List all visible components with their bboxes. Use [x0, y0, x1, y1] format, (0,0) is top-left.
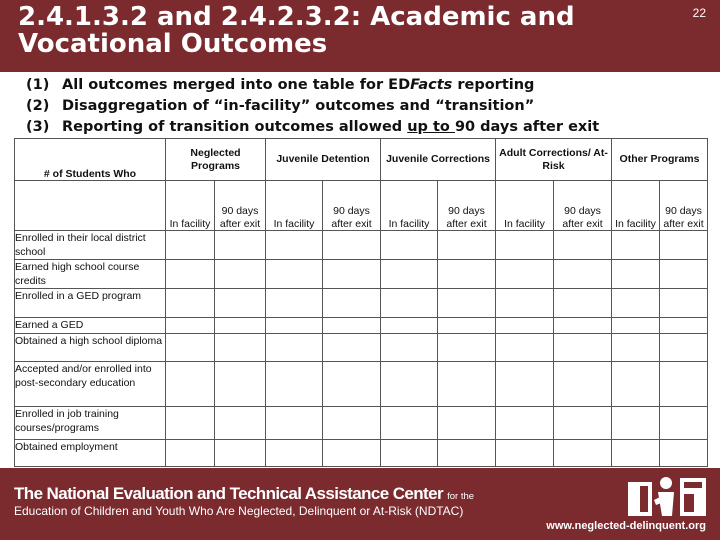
data-cell [266, 440, 323, 467]
data-cell [438, 407, 496, 440]
data-cell [554, 440, 612, 467]
data-cell [381, 231, 438, 260]
subheader-row [15, 181, 708, 231]
data-cell [215, 231, 266, 260]
group-header: Adult Corrections/ At-Risk [496, 139, 612, 181]
data-cell [381, 289, 438, 318]
subheader-cell: In facility [496, 181, 554, 231]
subheader-cell: In facility [381, 181, 438, 231]
data-cell [438, 334, 496, 362]
group-header: Juvenile Corrections [381, 139, 496, 181]
bullet-item-2: (2) Disaggregation of “in-facility” outcomes and “transition” [26, 98, 535, 114]
data-cell [266, 260, 323, 289]
data-cell [323, 231, 381, 260]
data-cell [215, 440, 266, 467]
slide-title: 2.4.1.3.2 and 2.4.2.3.2: Academic and Vocational Outcomes [18, 2, 575, 59]
data-cell [554, 289, 612, 318]
data-cell [381, 334, 438, 362]
data-cell [660, 260, 708, 289]
data-cell [438, 231, 496, 260]
title-bar [0, 0, 720, 72]
data-cell [215, 334, 266, 362]
data-cell [323, 440, 381, 467]
row-label: Enrolled in their local district school [15, 231, 166, 260]
data-cell [323, 318, 381, 334]
row-label: Accepted and/or enrolled into post-secondary education [15, 362, 166, 407]
data-cell [612, 318, 660, 334]
table-row [15, 334, 708, 362]
data-cell [496, 440, 554, 467]
data-cell [612, 440, 660, 467]
table-row [15, 440, 708, 467]
row-label: Earned a GED [15, 318, 166, 334]
data-cell [438, 362, 496, 407]
bullet-item-3: (3) Reporting of transition outcomes allowed up to 90 days after exit [26, 119, 600, 135]
data-cell [166, 289, 215, 318]
data-cell [166, 260, 215, 289]
bullet-item-1: (1) All outcomes merged into one table for EDFacts reporting [26, 77, 535, 93]
data-cell [438, 440, 496, 467]
data-cell [166, 362, 215, 407]
org-full-name: Education of Children and Youth Who Are Neglected, Delinquent or At-Risk (NDTAC) [14, 504, 464, 518]
outcomes-table [14, 138, 708, 467]
data-cell [381, 260, 438, 289]
data-cell [166, 318, 215, 334]
subheader-cell: In facility [266, 181, 323, 231]
data-cell [438, 260, 496, 289]
data-cell [266, 362, 323, 407]
data-cell [381, 440, 438, 467]
data-cell [660, 318, 708, 334]
data-cell [612, 407, 660, 440]
row-label: Enrolled in a GED program [15, 289, 166, 318]
data-cell [660, 289, 708, 318]
data-cell [266, 318, 323, 334]
data-cell [554, 407, 612, 440]
group-header: Other Programs [612, 139, 708, 181]
data-cell [215, 260, 266, 289]
group-header-row [15, 139, 708, 181]
data-cell [266, 407, 323, 440]
bullet-list [26, 75, 706, 138]
data-cell [496, 334, 554, 362]
data-cell [323, 334, 381, 362]
data-cell [660, 407, 708, 440]
table-row [15, 362, 708, 407]
data-cell [612, 334, 660, 362]
data-cell [612, 231, 660, 260]
org-name: The National Evaluation and Technical Assistance Center for the [14, 484, 475, 503]
data-cell [215, 407, 266, 440]
table-row [15, 260, 708, 289]
data-cell [323, 289, 381, 318]
data-cell [323, 260, 381, 289]
table-body [15, 231, 708, 467]
data-cell [660, 231, 708, 260]
subheader-cell: 90 days after exit [215, 181, 266, 231]
subheader-cell: In facility [166, 181, 215, 231]
data-cell [612, 362, 660, 407]
data-cell [496, 260, 554, 289]
table-row [15, 289, 708, 318]
data-cell [166, 334, 215, 362]
data-cell [166, 440, 215, 467]
data-cell [496, 362, 554, 407]
data-cell [554, 362, 612, 407]
data-cell [266, 289, 323, 318]
data-cell [554, 231, 612, 260]
row-label: Enrolled in job training courses/programs [15, 407, 166, 440]
data-cell [438, 289, 496, 318]
students-header: # of Students Who [15, 139, 166, 181]
data-cell [554, 318, 612, 334]
data-cell [612, 289, 660, 318]
data-cell [166, 231, 215, 260]
data-cell [215, 362, 266, 407]
table-row [15, 231, 708, 260]
data-cell [554, 334, 612, 362]
table-row [15, 407, 708, 440]
table-row [15, 318, 708, 334]
data-cell [612, 260, 660, 289]
data-cell [381, 407, 438, 440]
data-cell [215, 318, 266, 334]
data-cell [660, 334, 708, 362]
subheader-cell: 90 days after exit [438, 181, 496, 231]
row-label: Earned high school course credits [15, 260, 166, 289]
data-cell [381, 362, 438, 407]
data-cell [496, 289, 554, 318]
data-cell [266, 334, 323, 362]
data-cell [323, 407, 381, 440]
row-label: Obtained employment [15, 440, 166, 467]
subheader-cell: 90 days after exit [554, 181, 612, 231]
subheader-cell: In facility [612, 181, 660, 231]
data-cell [438, 318, 496, 334]
row-label: Obtained a high school diploma [15, 334, 166, 362]
data-cell [381, 318, 438, 334]
data-cell [660, 440, 708, 467]
data-cell [323, 362, 381, 407]
empty-cell [15, 181, 166, 231]
ndtac-logo-icon [628, 474, 708, 518]
website-url: www.neglected-delinquent.org [546, 520, 706, 532]
data-cell [266, 231, 323, 260]
group-header: Neglected Programs [166, 139, 266, 181]
slide-number: 22 [692, 6, 706, 20]
data-cell [554, 260, 612, 289]
data-cell [496, 231, 554, 260]
data-cell [166, 407, 215, 440]
data-cell [496, 407, 554, 440]
subheader-cell: 90 days after exit [660, 181, 708, 231]
data-cell [496, 318, 554, 334]
subheader-cell: 90 days after exit [323, 181, 381, 231]
data-cell [660, 362, 708, 407]
group-header: Juvenile Detention [266, 139, 381, 181]
data-cell [215, 289, 266, 318]
